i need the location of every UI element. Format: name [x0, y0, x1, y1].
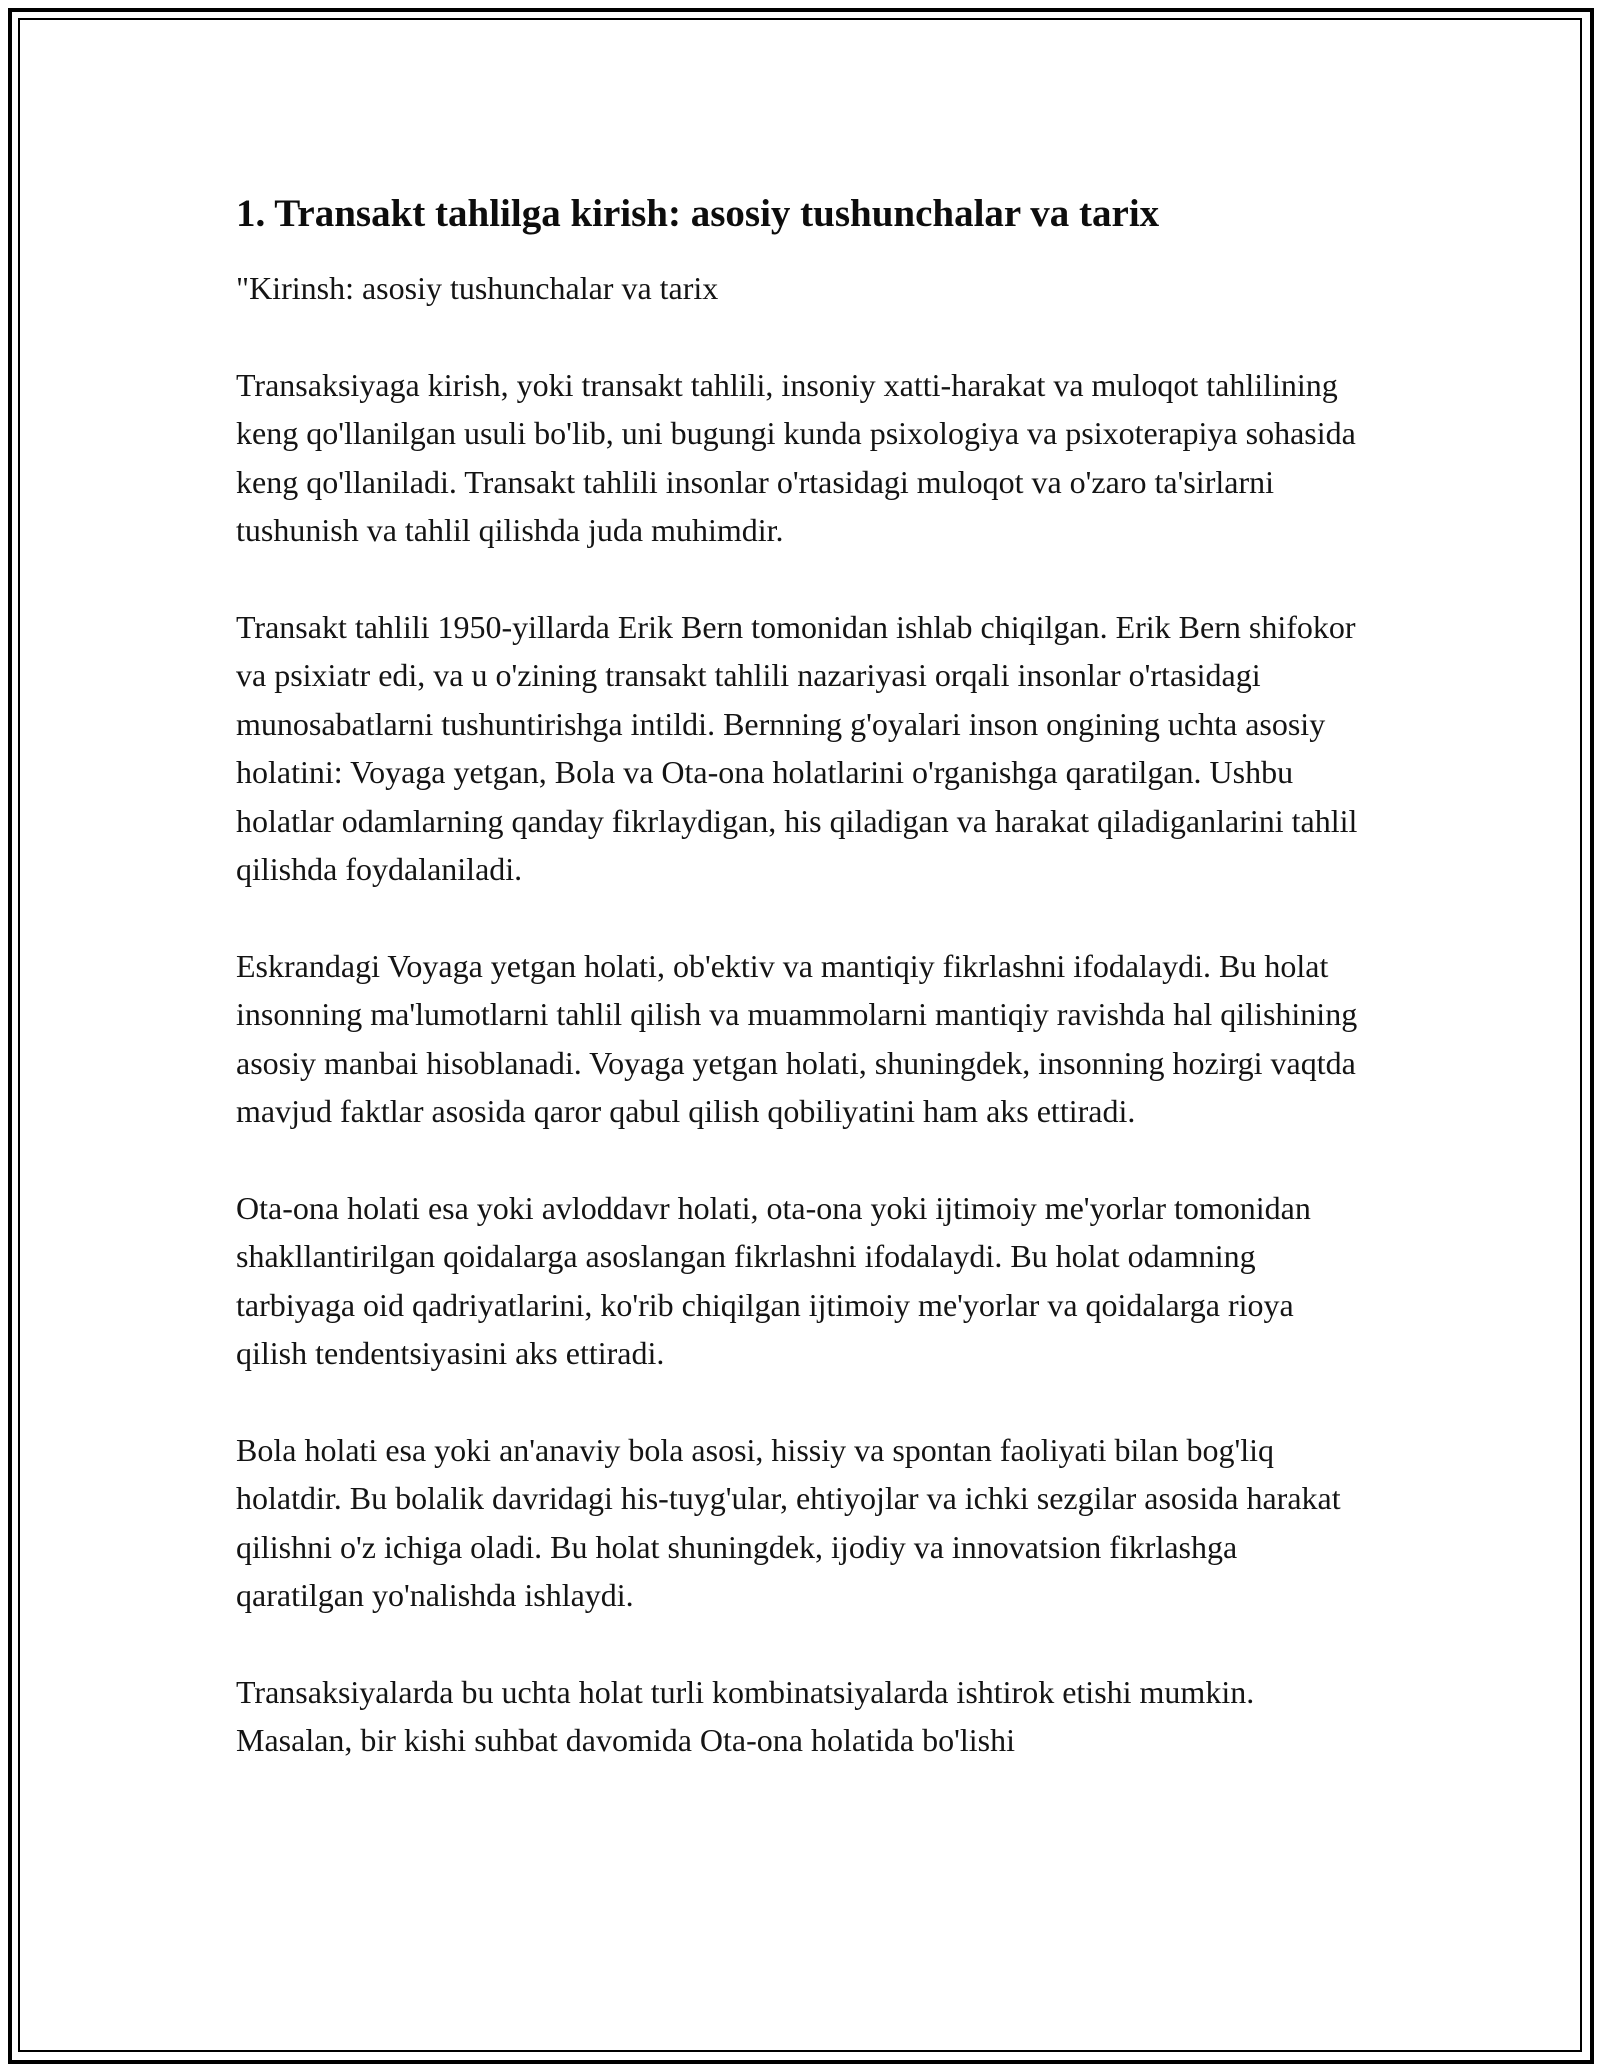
- page-title: 1. Transakt tahlilga kirish: asosiy tushunchalar va tarix: [236, 192, 1160, 235]
- paragraph-child-state: Bola holati esa yoki an'anaviy bola asosi, hissiy va spontan faoliyati bilan bog'liq holatdir. Bu bolalik davridagi his-tuyg'ular, ehtiyojlar va ichki sezgilar asosida harakat qilishni o'z ichiga oladi. Bu holat shuningdek, ijodiy va innovatsion fikrlashga qaratilgan yo'nalishda ishlaydi.: [236, 1431, 1341, 1613]
- paragraph-adult-state: Eskrandagi Voyaga yetgan holati, ob'ektiv va mantiqiy fikrlashni ifodalaydi. Bu holat insonning ma'lumotlarni tahlil qilish va muammolarni mantiqiy ravishda hal qilishining asosiy manbai hisoblanadi. Voyaga yetgan holati, shuningdek, insonning hozirgi vaqtda mavjud faktlar asosida qaror qabul qilish qobiliyatini ham aks ettiradi.: [236, 947, 1358, 1129]
- paragraph-history: Transakt tahlili 1950-yillarda Erik Bern tomonidan ishlab chiqilgan. Erik Bern shifokor va psixiatr edi, va u o'zining transakt tahlili nazariyasi orqali insonlar o'rtasidagi munosabatlarni tushuntirishga intildi. Bernning g'oyalari inson ongining uchta asosiy holatini: Voyaga yetgan, Bola va Ota-ona holatlarini o'rganishga qaratilgan. Ushbu holatlar odamlarning qanday fikrlaydigan, his qiladigan va harakat qiladiganlarini tahlil qilishda foydalaniladi.: [236, 608, 1358, 887]
- paragraph-intro: "Kirinsh: asosiy tushunchalar va tarix: [236, 270, 719, 306]
- paragraph-definition: Transaksiyaga kirish, yoki transakt tahlili, insoniy xatti-harakat va muloqot tahlilining keng qo'llanilgan usuli bo'lib, uni bugungi kunda psixologiya va psixoterapiya sohasida keng qo'llaniladi. Transakt tahlili insonlar o'rtasidagi muloqot va o'zaro ta'sirlarni tushunish va tahlil qilishda juda muhimdir.: [236, 366, 1356, 548]
- document-body: [236, 186, 1366, 1765]
- paragraph-transactions: Transaksiyalarda bu uchta holat turli kombinatsiyalarda ishtirok etishi mumkin. Masalan, bir kishi suhbat davomida Ota-ona holatida bo'lishi: [236, 1673, 1255, 1758]
- paragraph-parent-state: Ota-ona holati esa yoki avloddavr holati, ota-ona yoki ijtimoiy me'yorlar tomonidan shakllantirilgan qoidalarga asoslangan fikrlashni ifodalaydi. Bu holat odamning tarbiyaga oid qadriyatlarini, ko'rib chiqilgan ijtimoiy me'yorlar va qoidalarga rioya qilish tendentsiyasini aks ettiradi.: [236, 1189, 1311, 1371]
